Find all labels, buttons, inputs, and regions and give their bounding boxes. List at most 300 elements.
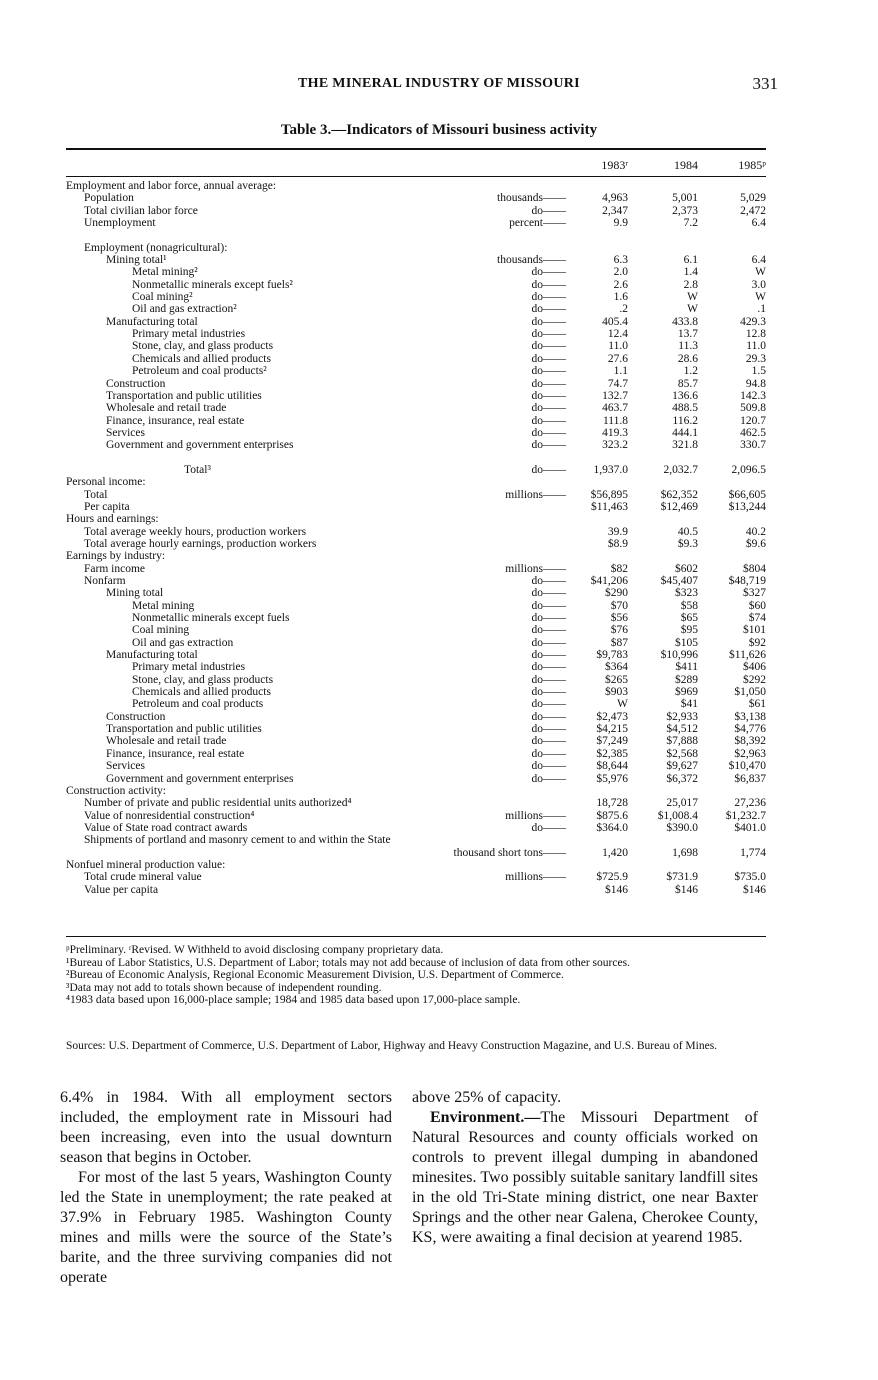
cell-value: 132.7 (602, 389, 628, 402)
cell-value: 27,236 (734, 797, 766, 810)
cell-value: $60 (748, 599, 766, 612)
cell-value: $401.0 (734, 821, 766, 834)
cell-value: .2 (619, 303, 628, 316)
cell-value: $411 (675, 661, 698, 674)
row-unit: do—— (531, 365, 566, 378)
row-label: Population (84, 192, 134, 205)
row-unit: do—— (531, 204, 566, 217)
table-row (66, 378, 766, 390)
footnote: ³Data may not add to totals shown because of independent rounding. (66, 981, 382, 994)
row-unit: do—— (531, 735, 566, 748)
row-label: Employment and labor force, annual average: (66, 180, 277, 192)
cell-value: $58 (680, 599, 698, 612)
cell-value: $12,469 (660, 500, 698, 513)
table-row (66, 340, 766, 352)
table-row (66, 192, 766, 204)
data-table (66, 180, 766, 896)
cell-value: $8.9 (607, 537, 628, 550)
cell-value: $327 (743, 587, 766, 600)
cell-value: .1 (757, 303, 766, 316)
row-label: Metal mining² (132, 266, 198, 279)
row-label: Shipments of portland and masonry cement to and within the State (84, 834, 391, 847)
cell-value: $390.0 (666, 821, 698, 834)
row-label: Stone, clay, and glass products (132, 340, 274, 353)
row-unit: thousands—— (497, 192, 566, 205)
cell-value: $70 (610, 599, 628, 612)
table-row (66, 810, 766, 822)
cell-value: 74.7 (607, 377, 628, 390)
cell-value: 6.4 (751, 217, 766, 230)
cell-value: $9,783 (596, 649, 628, 662)
row-unit: do—— (531, 772, 566, 785)
cell-value: $731.9 (666, 871, 698, 884)
row-unit: do—— (531, 636, 566, 649)
cell-value: 111.8 (602, 414, 628, 427)
footnote: ¹Bureau of Labor Statistics, U.S. Department of Labor; totals may not add because of inclusion of data from other sources. (66, 956, 630, 969)
row-label: Total average weekly hours, production workers (84, 525, 307, 538)
cell-value: $875.6 (596, 809, 628, 822)
cell-value: $4,215 (596, 723, 628, 736)
row-unit: do—— (531, 377, 566, 390)
paragraph: 6.4% in 1984. With all employment sectors included, the employment rate in Missouri had been increasing, even into the usual downturn season that begins in October. (60, 1089, 392, 1166)
cell-value: 323.2 (602, 439, 628, 452)
row-unit: do—— (531, 328, 566, 341)
cell-value: 6.3 (613, 254, 628, 267)
cell-value: 1.6 (613, 291, 628, 304)
row-label: Construction activity: (66, 784, 166, 797)
footnote: ⁴1983 data based upon 16,000-place sample; 1984 and 1985 data based upon 17,000-place sample. (66, 994, 521, 1007)
cell-value: $5,976 (596, 772, 628, 785)
cell-value: $804 (743, 562, 766, 575)
cell-value: $1,008.4 (657, 809, 698, 822)
table-footnotes (66, 944, 766, 1007)
row-unit: do—— (531, 747, 566, 760)
cell-value: 1.2 (683, 365, 698, 378)
table-row (66, 229, 766, 241)
table-row (66, 353, 766, 365)
col-header-1983: 1983ʳ (601, 158, 628, 172)
table-row (66, 748, 766, 760)
row-label: Value of State road contract awards (84, 821, 248, 834)
table-row (66, 785, 766, 797)
row-unit: do—— (531, 612, 566, 625)
cell-value: 1.5 (751, 365, 766, 378)
row-unit: thousand short tons—— (453, 846, 566, 859)
table-row (66, 773, 766, 785)
table-row (66, 291, 766, 303)
cell-value: 5,029 (740, 192, 766, 205)
row-label: Construction (106, 377, 166, 390)
row-unit: do—— (531, 278, 566, 291)
row-unit: do—— (531, 661, 566, 674)
cell-value: $62,352 (660, 488, 698, 501)
cell-value: $290 (605, 587, 628, 600)
table-row (66, 649, 766, 661)
cell-value: W (755, 266, 766, 279)
row-label: Total³ (184, 463, 211, 476)
paragraph-text: The Missouri Department of Natural Resources and county officials worked on controls to prevent illegal dumping in abandoned minesites. Two possibly suitable sanitary landfill sites in the old Tri-State mining district, one near Baxter Springs and the other near Galena, Cherokee County, KS, were awaiting a final decision at yearend 1985. (412, 1109, 758, 1246)
right-text-column (412, 1088, 758, 1248)
table-row (66, 822, 766, 834)
row-unit: do—— (531, 624, 566, 637)
row-label: Total average hourly earnings, production workers (84, 537, 317, 550)
cell-value: 85.7 (677, 377, 698, 390)
row-label: Per capita (84, 500, 130, 513)
table-header-rule (66, 176, 766, 177)
row-unit: do—— (531, 414, 566, 427)
cell-value: $8,644 (596, 760, 628, 773)
cell-value: $8,392 (734, 735, 766, 748)
row-unit: do—— (531, 686, 566, 699)
row-label: Transportation and public utilities (106, 389, 262, 402)
table-row (66, 316, 766, 328)
cell-value: $56,895 (590, 488, 628, 501)
table-row (66, 686, 766, 698)
row-unit: do—— (531, 649, 566, 662)
cell-value: 2,096.5 (731, 463, 766, 476)
cell-value: 116.2 (672, 414, 698, 427)
table-row (66, 760, 766, 772)
table-row (66, 797, 766, 809)
cell-value: $45,407 (660, 575, 698, 587)
cell-value: $74 (748, 612, 766, 625)
row-unit: do—— (531, 587, 566, 600)
cell-value: $969 (675, 686, 698, 699)
cell-value: 120.7 (740, 414, 766, 427)
section-heading: Environment.— (430, 1109, 541, 1126)
table-row (66, 402, 766, 414)
row-label: Metal mining (132, 599, 195, 612)
cell-value: $735.0 (734, 871, 766, 884)
cell-value: 429.3 (740, 315, 766, 328)
table-row (66, 205, 766, 217)
cell-value: $725.9 (596, 871, 628, 884)
row-unit: thousands—— (497, 254, 566, 267)
cell-value: $4,776 (734, 723, 766, 736)
cell-value: 2.6 (613, 278, 628, 291)
cell-value: $4,512 (666, 723, 698, 736)
table-row (66, 266, 766, 278)
footnote: ²Bureau of Economic Analysis, Regional Economic Measurement Division, U.S. Department of Commerce. (66, 969, 564, 982)
row-label: Government and government enterprises (106, 772, 294, 785)
cell-value: $87 (610, 636, 628, 649)
cell-value: 136.6 (672, 389, 698, 402)
cell-value: $146 (743, 883, 766, 896)
row-label: Employment (nonagricultural): (84, 241, 228, 254)
cell-value: 28.6 (677, 352, 698, 365)
cell-value: $105 (675, 636, 698, 649)
left-text-column (60, 1088, 392, 1288)
row-label: Hours and earnings: (66, 513, 159, 526)
table-title: Table 3.—Indicators of Missouri business activity (280, 122, 598, 138)
cell-value: 5,001 (672, 192, 698, 205)
row-label: Earnings by industry: (66, 550, 166, 563)
row-label: Primary metal industries (132, 661, 246, 674)
table-row (66, 513, 766, 525)
cell-value: $41,206 (590, 575, 628, 587)
row-label: Personal income: (66, 476, 146, 489)
cell-value: 488.5 (672, 402, 698, 415)
row-label: Nonmetallic minerals except fuels² (132, 278, 293, 291)
cell-value: $265 (605, 673, 628, 686)
table-row (66, 587, 766, 599)
cell-value: 12.4 (607, 328, 628, 341)
row-label: Coal mining² (132, 291, 193, 304)
row-label: Value of nonresidential construction⁴ (84, 809, 255, 822)
cell-value: 4,963 (602, 192, 628, 205)
row-label: Primary metal industries (132, 328, 246, 341)
row-unit: do—— (531, 291, 566, 304)
cell-value: 509.8 (740, 402, 766, 415)
cell-value: 6.4 (751, 254, 766, 267)
cell-value: 29.3 (745, 352, 766, 365)
row-unit: do—— (531, 389, 566, 402)
row-unit: do—— (531, 402, 566, 415)
cell-value: $10,996 (660, 649, 698, 662)
row-label: Manufacturing total (106, 315, 198, 328)
row-label: Farm income (84, 562, 145, 575)
row-unit: do—— (531, 439, 566, 452)
cell-value: 1.1 (613, 365, 628, 378)
cell-value: W (687, 303, 698, 316)
cell-value: $101 (743, 624, 766, 637)
row-label: Services (106, 426, 145, 439)
row-label: Coal mining (132, 624, 190, 637)
table-row (66, 303, 766, 315)
row-unit: millions—— (505, 488, 566, 501)
cell-value: $2,473 (596, 710, 628, 723)
cell-value: 7.2 (683, 217, 698, 230)
cell-value: 1,937.0 (593, 463, 628, 476)
cell-value: 25,017 (666, 797, 698, 810)
cell-value: 6.1 (683, 254, 698, 267)
cell-value: $11,463 (591, 500, 628, 513)
cell-value: $903 (605, 686, 628, 699)
cell-value: W (617, 698, 628, 711)
row-unit: do—— (531, 575, 566, 587)
cell-value: 330.7 (740, 439, 766, 452)
paragraph: above 25% of capacity. (412, 1089, 562, 1106)
row-label: Services (106, 760, 145, 773)
running-header: THE MINERAL INDUSTRY OF MISSOURI (298, 76, 580, 91)
table-row (66, 612, 766, 624)
table-row (66, 415, 766, 427)
table-row (66, 452, 766, 464)
row-unit: do—— (531, 698, 566, 711)
cell-value: $323 (675, 587, 698, 600)
table-row (66, 279, 766, 291)
row-unit: do—— (531, 315, 566, 328)
row-label: Value per capita (84, 883, 159, 896)
row-label: Government and government enterprises (106, 439, 294, 452)
cell-value: 321.8 (672, 439, 698, 452)
row-label: Wholesale and retail trade (106, 402, 227, 415)
table-top-rule (66, 148, 766, 150)
table-row (66, 365, 766, 377)
row-unit: do—— (531, 723, 566, 736)
cell-value: $289 (675, 673, 698, 686)
cell-value: $82 (610, 562, 628, 575)
row-label: Unemployment (84, 217, 156, 230)
cell-value: $2,385 (596, 747, 628, 760)
cell-value: $92 (748, 636, 766, 649)
cell-value: 462.5 (740, 426, 766, 439)
cell-value: $6,837 (734, 772, 766, 785)
cell-value: $7,249 (596, 735, 628, 748)
cell-value: $406 (743, 661, 766, 674)
cell-value: 40.5 (677, 525, 698, 538)
cell-value: 419.3 (602, 426, 628, 439)
table-row (66, 501, 766, 513)
table-row (66, 624, 766, 636)
cell-value: $292 (743, 673, 766, 686)
table-row (66, 847, 766, 859)
paragraph: For most of the last 5 years, Washington County led the State in unemployment; the rate peaked at 37.9% in February 1985. Washington County mines and mills were the source of the State’s barite, and the three surviving companies did not operate (60, 1169, 392, 1286)
cell-value: 1,774 (740, 846, 766, 859)
cell-value: 433.8 (672, 315, 698, 328)
table-row (66, 489, 766, 501)
cell-value: $66,605 (728, 488, 766, 501)
col-header-1985: 1985ᵖ (738, 158, 766, 172)
table-row (66, 723, 766, 735)
row-unit: do—— (531, 303, 566, 316)
row-label: Petroleum and coal products² (132, 365, 267, 378)
col-header-1984: 1984 (674, 158, 698, 172)
cell-value: 2,373 (672, 204, 698, 217)
table-row (66, 427, 766, 439)
cell-value: $95 (680, 624, 698, 637)
table-row (66, 476, 766, 488)
row-unit: do—— (531, 463, 566, 476)
cell-value: $10,470 (728, 760, 766, 773)
table-row (66, 834, 766, 846)
cell-value: $7,888 (666, 735, 698, 748)
cell-value: 2,032.7 (663, 463, 698, 476)
table-row (66, 711, 766, 723)
row-unit: millions—— (505, 562, 566, 575)
row-label: Finance, insurance, real estate (106, 414, 245, 427)
table-row (66, 698, 766, 710)
cell-value: 13.7 (677, 328, 698, 341)
cell-value: $9.6 (745, 537, 766, 550)
cell-value: $146 (675, 883, 698, 896)
cell-value: $65 (680, 612, 698, 625)
footnote: ᵖPreliminary. ʳRevised. W Withheld to avoid disclosing company proprietary data. (66, 944, 444, 956)
row-unit: do—— (531, 599, 566, 612)
table-row (66, 464, 766, 476)
row-label: Total civilian labor force (84, 204, 198, 217)
row-label: Construction (106, 710, 166, 723)
table-row (66, 563, 766, 575)
cell-value: W (755, 291, 766, 304)
cell-value: $146 (605, 883, 628, 896)
table-bottom-rule (66, 936, 766, 937)
row-unit: do—— (531, 710, 566, 723)
cell-value: 18,728 (596, 797, 628, 810)
table-row (66, 217, 766, 229)
cell-value: 1.4 (683, 266, 698, 279)
cell-value: 40.2 (745, 525, 766, 538)
cell-value: $41 (680, 698, 698, 711)
cell-value: 11.0 (608, 340, 628, 353)
row-label: Wholesale and retail trade (106, 735, 227, 748)
cell-value: 2.8 (683, 278, 698, 291)
cell-value: $1,232.7 (725, 809, 766, 822)
table-row (66, 180, 766, 192)
cell-value: $6,372 (666, 772, 698, 785)
cell-value: $48,719 (728, 575, 766, 587)
cell-value: 94.8 (745, 377, 766, 390)
row-label: Number of private and public residential units authorized⁴ (84, 797, 352, 810)
row-unit: millions—— (505, 809, 566, 822)
cell-value: 2,347 (602, 204, 628, 217)
cell-value: 2,472 (740, 204, 766, 217)
cell-value: $602 (675, 562, 698, 575)
table-row (66, 600, 766, 612)
cell-value: 1,698 (672, 846, 698, 859)
table-row (66, 526, 766, 538)
row-unit: do—— (531, 340, 566, 353)
cell-value: $76 (610, 624, 628, 637)
table-row (66, 328, 766, 340)
cell-value: $56 (610, 612, 628, 625)
row-label: Total crude mineral value (84, 871, 202, 884)
cell-value: 142.3 (740, 389, 766, 402)
table-row (66, 242, 766, 254)
table-row (66, 735, 766, 747)
table-row (66, 254, 766, 266)
row-label: Total (84, 488, 108, 501)
cell-value: 463.7 (602, 402, 628, 415)
row-label: Oil and gas extraction (132, 636, 234, 649)
table-row (66, 674, 766, 686)
row-label: Mining total¹ (106, 254, 167, 267)
row-unit: do—— (531, 266, 566, 279)
row-label: Nonfarm (84, 575, 126, 587)
row-label: Finance, insurance, real estate (106, 747, 245, 760)
cell-value: 11.3 (678, 340, 698, 353)
table-sources: Sources: U.S. Department of Commerce, U.S. Department of Labor, Highway and Heavy Construction Magazine, and U.S. Bureau of Mines. (66, 1040, 718, 1052)
cell-value: 39.9 (607, 525, 628, 538)
row-label: Chemicals and allied products (132, 352, 271, 365)
cell-value: 444.1 (672, 426, 698, 439)
cell-value: $13,244 (728, 500, 766, 513)
table-row (66, 439, 766, 451)
row-label: Nonmetallic minerals except fuels (132, 612, 290, 625)
table-row (66, 575, 766, 587)
row-label: Stone, clay, and glass products (132, 673, 274, 686)
table-row (66, 859, 766, 871)
cell-value: $1,050 (734, 686, 766, 699)
cell-value: $9.3 (677, 537, 698, 550)
row-label: Nonfuel mineral production value: (66, 858, 226, 871)
row-unit: do—— (531, 352, 566, 365)
cell-value: $11,626 (729, 649, 766, 662)
cell-value: $2,933 (666, 710, 698, 723)
row-label: Oil and gas extraction² (132, 303, 237, 316)
row-label: Mining total (106, 587, 164, 600)
cell-value: $61 (748, 698, 766, 711)
row-label: Manufacturing total (106, 649, 198, 662)
cell-value: 405.4 (602, 315, 628, 328)
page-number: 331 (752, 74, 778, 93)
row-unit: percent—— (509, 217, 566, 230)
row-unit: do—— (531, 426, 566, 439)
table-row (66, 550, 766, 562)
cell-value: 3.0 (751, 278, 766, 291)
table-row (66, 390, 766, 402)
row-unit: millions—— (505, 871, 566, 884)
